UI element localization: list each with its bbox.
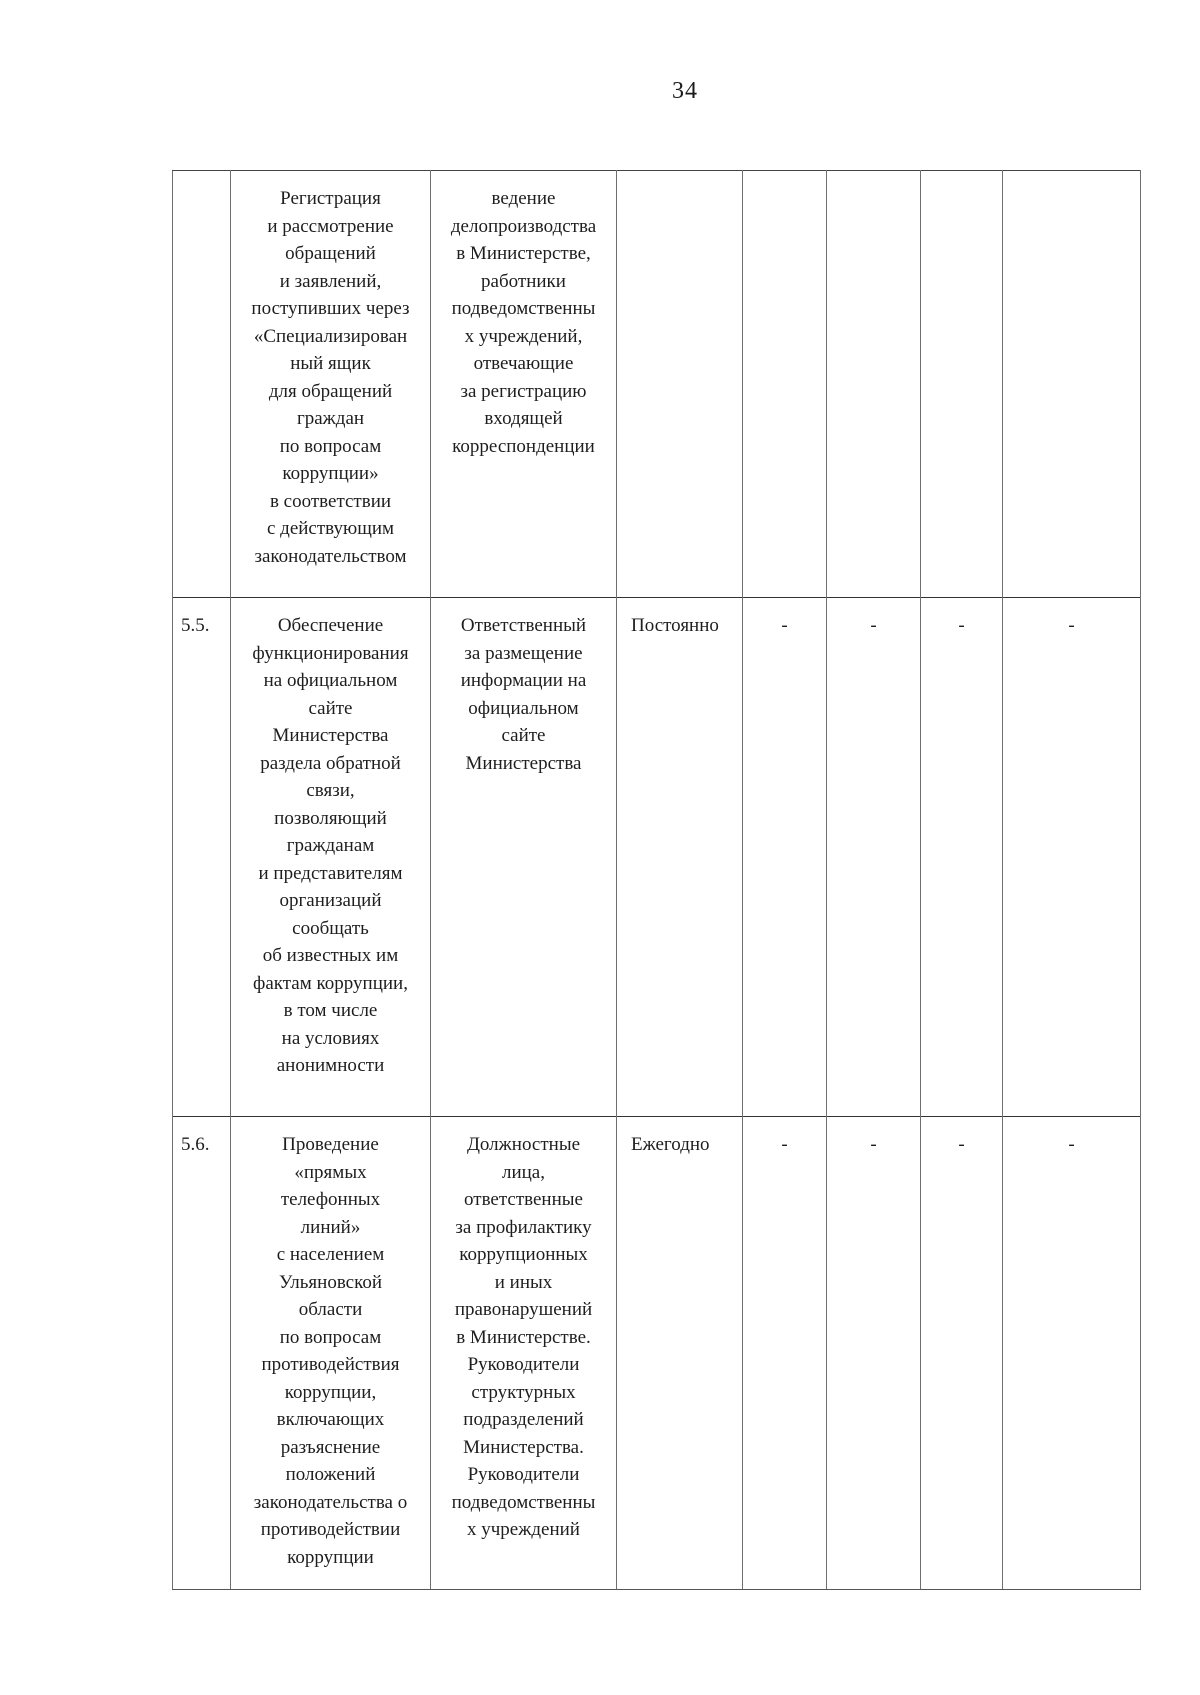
measure-cell [231,598,431,1117]
value-cell [827,171,921,598]
responsible-cell [431,171,617,598]
value-cell [921,171,1003,598]
measure-text: Регистрация и рассмотрение обращений и заявлений, поступивших через «Специализирован ный ящик для обращений граждан по вопросам коррупции» в соответствии с действующим законодательством [251,188,410,567]
responsible-text: Должностные лица, ответственные за профилактику коррупционных и иных правонарушений в Министерстве. Руководители структурных подразделений Министерства. Руководители подведомственны х учреждений [451,1134,596,1540]
value-cell: - [743,1117,827,1590]
value-cell: - [921,598,1003,1117]
value-cell: - [921,1117,1003,1590]
value-cell: - [743,598,827,1117]
value-cell: - [827,598,921,1117]
measures-table [172,170,1140,1590]
value-cell: - [1003,1117,1141,1590]
measure-text: Обеспечение функционирования на официальном сайте Министерства раздела обратной связи, позволяющий гражданам и представителям организаций сообщать об известных им фактам коррупции, в том числе на условиях анонимности [252,615,409,1076]
value-cell [743,171,827,598]
value-cell [1003,171,1141,598]
responsible-cell [431,598,617,1117]
measure-cell [231,171,431,598]
table-row [173,171,1141,598]
term-cell: Постоянно [617,598,743,1117]
row-number-cell [173,171,231,598]
measure-text: Проведение «прямых телефонных линий» с населением Ульяновской области по вопросам противодействия коррупции, включающих разъяснение положений законодательства о противодействии коррупции [253,1134,408,1568]
term-cell [617,171,743,598]
table-row [173,598,1141,1117]
row-number-cell: 5.6. [173,1117,231,1590]
term-cell: Ежегодно [617,1117,743,1590]
row-number-cell: 5.5. [173,598,231,1117]
responsible-text: Ответственный за размещение информации на официальном сайте Министерства [460,615,587,774]
value-cell: - [1003,598,1141,1117]
value-cell: - [827,1117,921,1590]
measure-cell [231,1117,431,1590]
responsible-text: ведение делопроизводства в Министерстве, работники подведомственны х учреждений, отвечающие за регистрацию входящей корреспонденции [450,188,597,457]
page-number: 34 [672,78,698,104]
table-row [173,1117,1141,1590]
responsible-cell [431,1117,617,1590]
